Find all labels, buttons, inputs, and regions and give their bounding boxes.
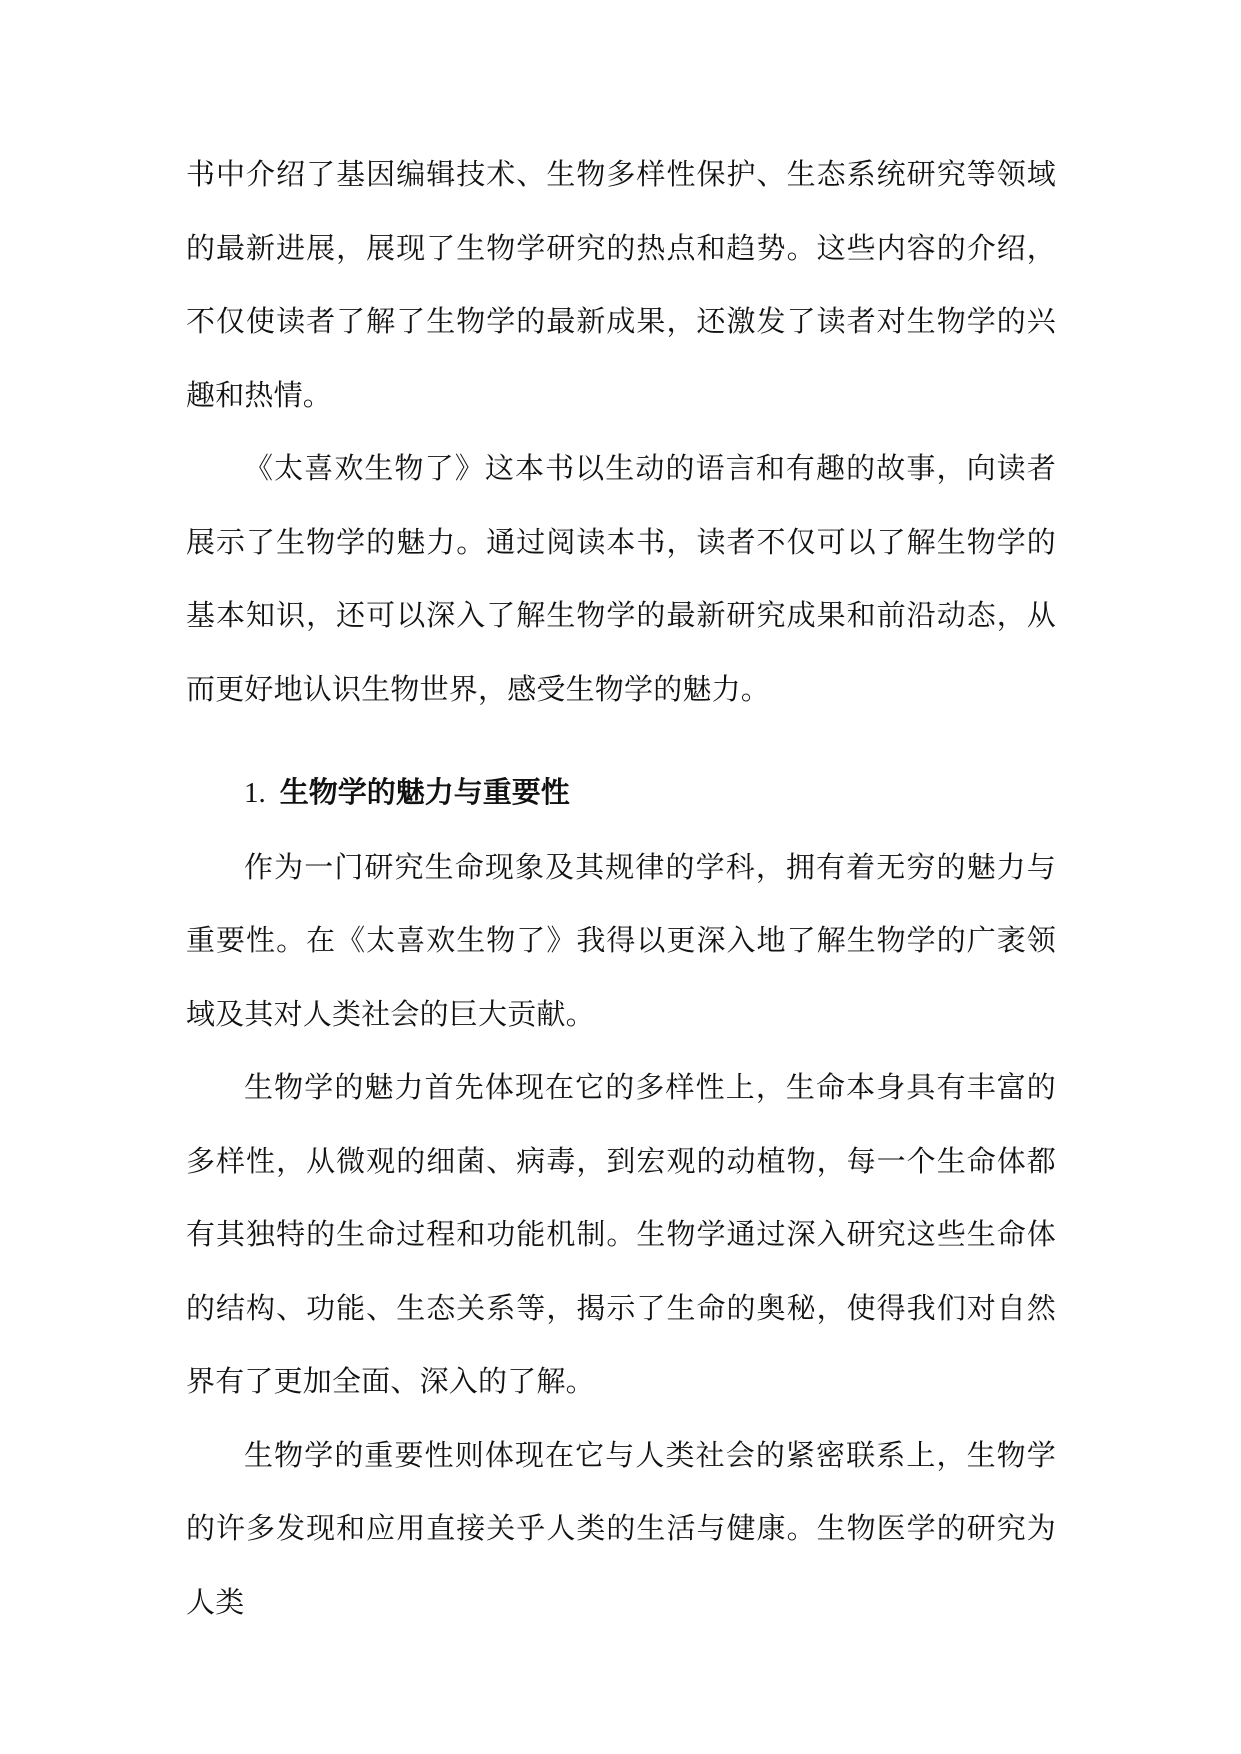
document-body [186,138,1056,1639]
section-number: 1. [244,777,266,809]
section-title: 生物学的魅力与重要性 [279,775,570,809]
section-heading [186,756,1056,831]
paragraph-intro: 作为一门研究生命现象及其规律的学科，拥有着无穷的魅力与重要性。在《太喜欢生物了》我得以更深入地了解生物学的广袤领域及其对人类社会的巨大贡献。 [186,849,1056,1031]
paragraph-diversity: 生物学的魅力首先体现在它的多样性上，生命本身具有丰富的多样性，从微观的细菌、病毒，到宏观的动植物，每一个生命体都有其独特的生命过程和功能机制。生物学通过深入研究这些生命体的结构、功能、生态关系等，揭示了生命的奥秘，使得我们对自然界有了更加全面、深入的了解。 [186,1070,1056,1398]
paragraph-importance: 生物学的重要性则体现在它与人类社会的紧密联系上，生物学的许多发现和应用直接关乎人类的生活与健康。生物医学的研究为人类 [186,1437,1056,1619]
paragraph-continued: 书中介绍了基因编辑技术、生物多样性保护、生态系统研究等领域的最新进展，展现了生物学研究的热点和趋势。这些内容的介绍，不仅使读者了解了生物学的最新成果，还激发了读者对生物学的兴趣和热情。 [186,157,1056,412]
paragraph-book-summary: 《太喜欢生物了》这本书以生动的语言和有趣的故事，向读者展示了生物学的魅力。通过阅读本书，读者不仅可以了解生物学的基本知识，还可以深入了解生物学的最新研究成果和前沿动态，从而更好地认识生物世界，感受生物学的魅力。 [186,451,1056,706]
